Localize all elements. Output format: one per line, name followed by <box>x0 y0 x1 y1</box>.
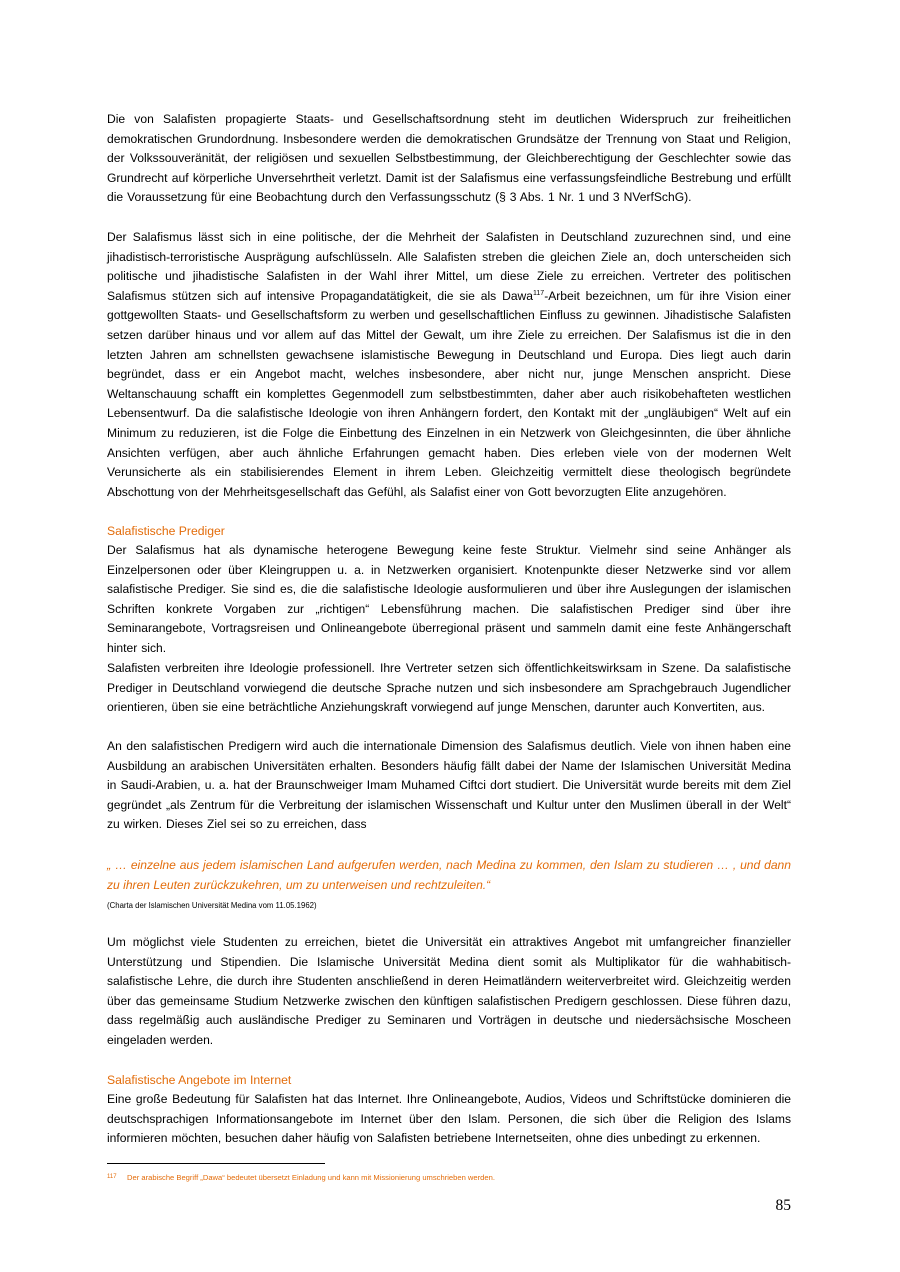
paragraph-grundordnung: Die von Salafisten propagierte Staats- und Gesellschaftsordnung steht im deutlichen Widerspruch zur freiheitlichen demokratischen Grundordnung. Insbesondere werden die demokratischen Grundsätze der Trennung von Staat und Religion, der Volkssouveränität, der religiösen und sexuellen Selbstbestimmung, der Gleichberechtigung der Geschlechter sowie das Grundrecht auf körperliche Unversehrtheit verletzt. Damit ist der Salafismus eine verfassungsfeindliche Bestrebung und erfüllt die Voraussetzung für eine Beobachtung durch den Verfassungsschutz (§ 3 Abs. 1 Nr. 1 und 3 NVerfSchG). <box>107 112 791 205</box>
footnote-reference[interactable]: 117 <box>533 289 545 297</box>
paragraph-universitaet-angebot: Um möglichst viele Studenten zu erreichen, bietet die Universität ein attraktives Angebot mit umfangreicher finanzieller Unterstützung und Stipendien. Die Islamische Universität Medina dient somit als Multiplikator für die wahhabitisch-salafistische Lehre, die durch ihre Studenten anschließend in deren Heimatländern weiterverbreitet wird. Gleichzeitig werden über das gemeinsame Studium Netzwerke zwischen den künftigen salafistischen Predigern geschlossen. Diese führen dazu, dass regelmäßig auch ausländische Prediger zu Seminaren und Vorträgen in deutsche und niedersächsische Moscheen eingeladen werden. <box>107 935 791 1047</box>
quote-source: (Charta der Islamischen Universität Medina vom 11.05.1962) <box>107 901 317 910</box>
footnote-text: Der arabische Begriff „Dawa“ bedeutet übersetzt Einladung und kann mit Missionierung umschrieben werden. <box>127 1173 495 1182</box>
page-number: 85 <box>775 1197 791 1214</box>
block-quote: „ … einzelne aus jedem islamischen Land aufgerufen werden, nach Medina zu kommen, den Islam zu studieren … , und dann zu ihren Leuten zurückzukehren, um zu unterweisen und rechtzuleiten.“ <box>107 858 791 892</box>
paragraph-auspraegungen <box>107 228 791 502</box>
paragraph-netzwerke: Der Salafismus hat als dynamische heterogene Bewegung keine feste Struktur. Vielmehr sind seine Anhänger als Einzelpersonen oder über Kleingruppen u. a. in Netzwerken organisiert. Knotenpunkte dieser Netzwerke sind vor allem salafistische Prediger. Sie sind es, die die salafistische Ideologie ausformulieren und über ihre Auslegungen der islamischen Schriften konkrete Vorgaben zur „richtigen“ Lebensführung machen. Die salafistischen Prediger sind über ihre Seminarangebote, Vortragsreisen und Onlineangebote überregional präsent und sammeln damit eine feste Anhängerschaft hinter sich. <box>107 543 791 655</box>
heading-angebote-internet: Salafistische Angebote im Internet <box>107 1073 292 1087</box>
paragraph-auspraegungen-text-2: -Arbeit bezeichnen, um für ihre Vision einer gottgewollten Staats- und Gesellschaftsform zu werben und gesellschaftlichen Einfluss zu gewinnen. Jihadistische Salafisten setzen darüber hinaus und vor allem auf das Mittel der Gewalt, um ihre Ziele zu erreichen. Der Salafismus ist die in den letzten Jahren am schnellsten gewachsene islamistische Bewegung in Deutschland und Europa. Dies liegt auch darin begründet, dass er ein Angebot macht, welches insbesondere, aber nicht nur, junge Menschen anspricht. Diese Weltanschauung schafft ein komplettes Gegenmodell zum selbstbestimmten, daher aber auch risikobehafteten westlichen Lebensentwurf. Da die salafistische Ideologie von ihren Anhängern fordert, den Kontakt mit der „ungläubigen“ Welt auf ein Minimum zu reduzieren, ist die Folge die Einbettung des Einzelnen in ein Netzwerk von Gleichgesinnten, die über ähnliche Ansichten verfügen, aber auch ähnliche Erfahrungen gemacht haben. Dies erleben viele von der modernen Welt Verunsicherte als ein stabilisierendes Element in ihrem Leben. Gleichzeitig vermittelt diese theologisch begründete Abschottung von der Mehrheitsgesellschaft das Gefühl, als Salafist einer von Gott bevorzugten Elite anzugehören. <box>107 288 791 499</box>
paragraph-internet: Eine große Bedeutung für Salafisten hat das Internet. Ihre Onlineangebote, Audios, Videos und Schriftstücke dominieren die deutschsprachigen Informationsangebote im Internet über den Islam. Personen, die sich über die Religion des Islams informieren möchten, besuchen daher häufig von Salafisten betriebene Internetseiten, ohne dies unbedingt zu erkennen. <box>107 1092 791 1146</box>
paragraph-ideologie-professionell: Salafisten verbreiten ihre Ideologie professionell. Ihre Vertreter setzen sich öffentlichkeitswirksam in Szene. Da salafistische Prediger in Deutschland vorwiegend die deutsche Sprache nutzen und sich insbesondere am Sprachgebrauch Jugendlicher orientieren, üben sie eine beträchtliche Anziehungskraft vorwiegend auf junge Menschen, darunter auch Konvertiten, aus. <box>107 661 791 715</box>
footnote-number: 117 <box>107 1174 117 1180</box>
footnote-separator <box>107 1163 325 1164</box>
heading-salafistische-prediger: Salafistische Prediger <box>107 524 225 538</box>
paragraph-auspraegungen-text-1: Der Salafismus lässt sich in eine politische, der die Mehrheit der Salafisten in Deutschland zuzurechnen sind, und eine jihadistisch-terroristische Ausprägung aufschlüsseln. Alle Salafisten streben die gleichen Ziele an, doch unterscheiden sich politische und jihadistische Salafisten in der Wahl ihrer Mittel, um diese Ziele zu erreichen. Vertreter des politischen Salafismus stützen sich auf intensive Propagandatätigkeit, die sie als Dawa <box>107 230 791 303</box>
paragraph-internationale-dimension: An den salafistischen Predigern wird auch die internationale Dimension des Salafismus deutlich. Viele von ihnen haben eine Ausbildung an arabischen Universitäten erhalten. Besonders häufig fällt dabei der Name der Islamischen Universität Medina in Saudi-Arabien, u. a. hat der Braunschweiger Imam Muhamed Ciftci dort studiert. Die Universität wurde bereits mit dem Ziel gegründet „als Zentrum für die Verbreitung der islamischen Wissenschaft und Kultur unter den Muslimen überall in der Welt“ zu wirken. Dieses Ziel sei so zu erreichen, dass <box>107 739 791 832</box>
footnote <box>107 1172 791 1183</box>
